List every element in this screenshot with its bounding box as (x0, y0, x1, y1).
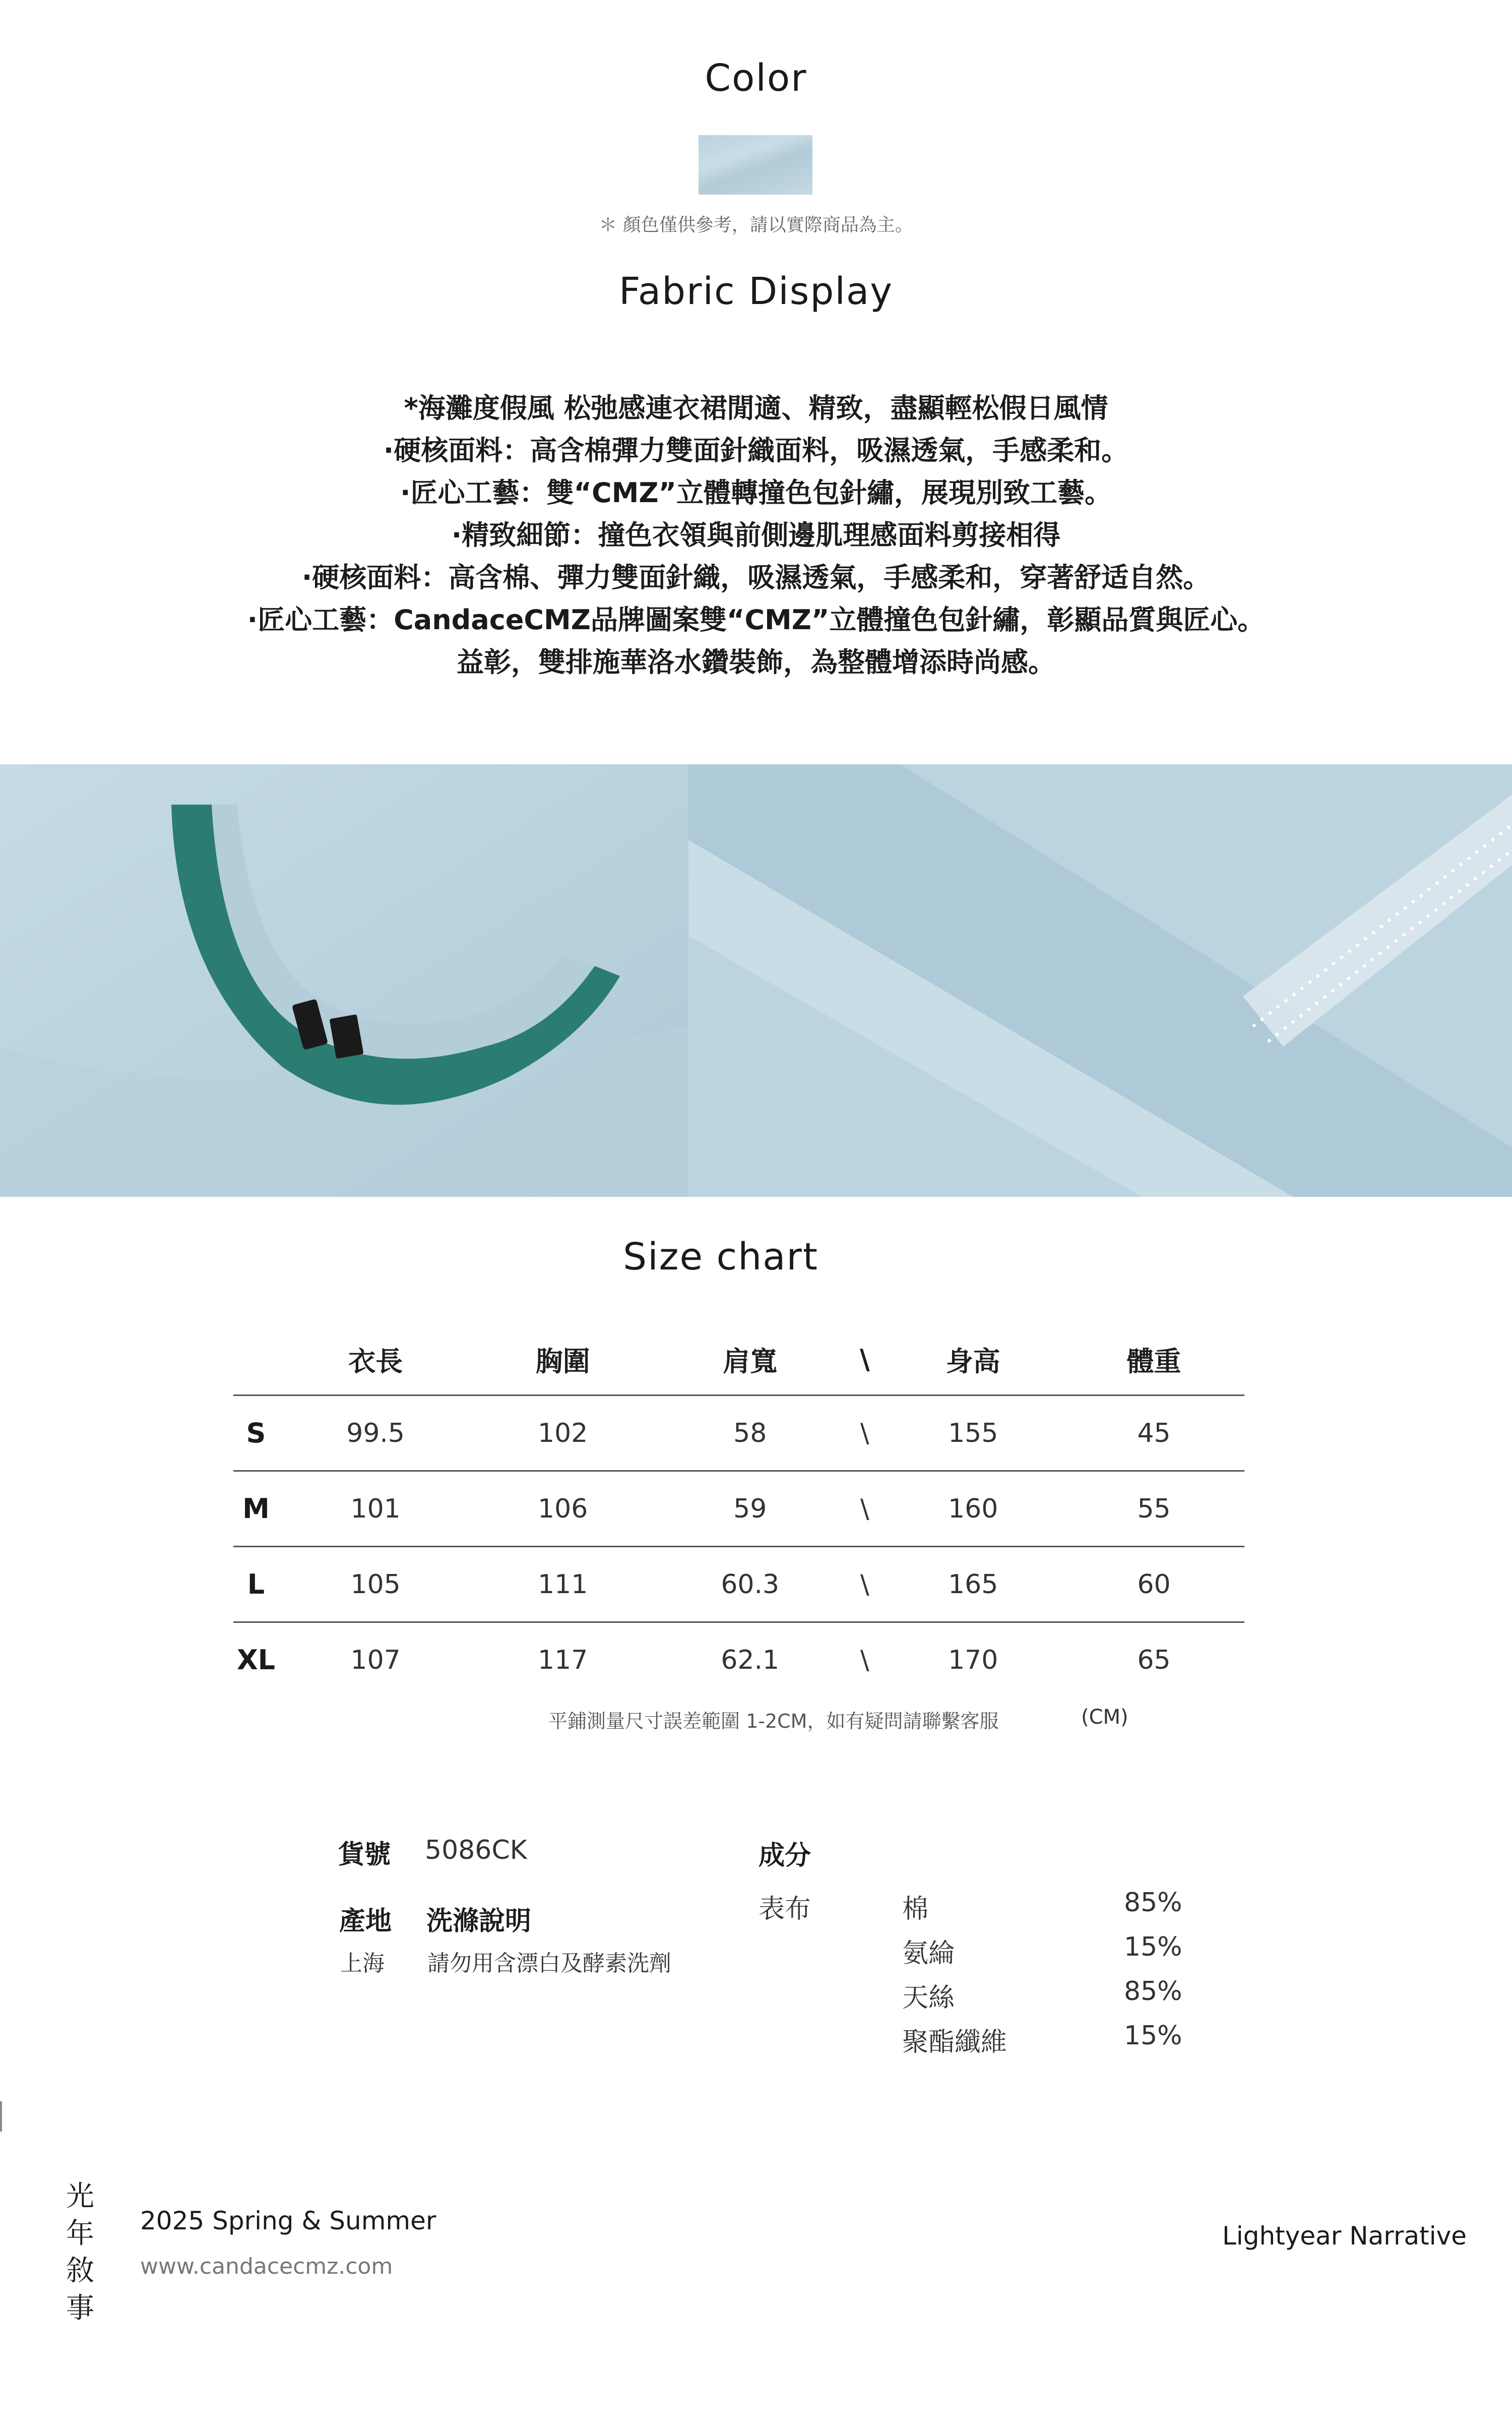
material-name: 聚酯纖維 (902, 2027, 1007, 2057)
color-note: ＊ 顏色僅供參考，請以實際商品為主。 (599, 215, 913, 235)
header-cell: 身高 (946, 1345, 1000, 1377)
size-label: M (233, 1471, 279, 1547)
material-percent: 85% (1124, 1976, 1182, 2007)
logo-char: 年 (66, 2217, 94, 2250)
fabric-line: *海灘度假風 松弛感連衣裙閒適、精致，盡顯輕松假日風情 (404, 392, 1108, 424)
header-cell: \ (859, 1343, 870, 1375)
table-cell: 117 (472, 1622, 653, 1697)
table-cell: 102 (472, 1395, 653, 1471)
collar-detail-photo (0, 764, 688, 1197)
table-cell: 60.3 (653, 1547, 847, 1622)
table-cell: 65 (1063, 1622, 1244, 1697)
website-link[interactable]: www.candacecmz.com (140, 2254, 393, 2279)
size-table (233, 1324, 1244, 1697)
fabric-line: ·硬核面料：高含棉、彈力雙面針織，吸濕透氣，手感柔和，穿著舒适自然。 (301, 562, 1211, 593)
table-cell: 45 (1063, 1395, 1244, 1471)
material-percent: 15% (1124, 1932, 1182, 1962)
composition-label: 成分 (759, 1841, 811, 1871)
header-cell: 體重 (1126, 1345, 1181, 1377)
table-row (233, 1395, 1244, 1471)
header-cell: 胸圍 (535, 1345, 590, 1377)
material-name: 棉 (902, 1894, 929, 1924)
table-row (233, 1471, 1244, 1547)
material-percent: 15% (1124, 2021, 1182, 2051)
size-table-header (233, 1324, 1244, 1395)
table-cell: 165 (883, 1547, 1063, 1622)
size-label: L (233, 1547, 279, 1622)
table-row (233, 1547, 1244, 1622)
origin-label: 產地 (339, 1906, 392, 1936)
table-cell: 60 (1063, 1547, 1244, 1622)
header-cell (233, 1324, 279, 1395)
item-no-value: 5086CK (425, 1835, 527, 1865)
table-row (233, 1622, 1244, 1697)
table-cell: \ (847, 1547, 883, 1622)
fabric-line: ·匠心工藝：CandaceCMZ品牌圖案雙“CMZ”立體撞色包針繡，彰顯品質與匠心。 (247, 604, 1265, 636)
fabric-description (0, 387, 1512, 684)
table-cell: 55 (1063, 1471, 1244, 1547)
brand-tagline: Lightyear Narrative (1222, 2221, 1467, 2251)
season-label: 2025 Spring & Summer (140, 2206, 436, 2235)
item-no-label: 貨號 (338, 1840, 391, 1870)
vertical-logo (62, 2178, 98, 2327)
footer-divider (0, 2101, 2, 2132)
unit-label: (CM) (1081, 1706, 1128, 1729)
logo-char: 敘 (66, 2255, 94, 2287)
fabric-title: Fabric Display (618, 270, 894, 313)
fabric-line: ·硬核面料：高含棉彈力雙面針織面料，吸濕透氣，手感柔和。 (383, 435, 1129, 466)
header-cell: 衣長 (348, 1345, 403, 1377)
table-cell: \ (847, 1622, 883, 1697)
hem-detail-photo (688, 764, 1512, 1197)
fabric-line: ·精致細節：撞色衣領與前側邊肌理感面料剪接相得 (451, 519, 1061, 551)
color-title: Color (705, 56, 807, 100)
table-cell: 170 (883, 1622, 1063, 1697)
size-label: XL (233, 1622, 279, 1697)
table-cell: 111 (472, 1547, 653, 1622)
origin-value: 上海 (340, 1951, 385, 1976)
table-cell: 59 (653, 1471, 847, 1547)
table-cell: 107 (279, 1622, 472, 1697)
table-cell: 62.1 (653, 1622, 847, 1697)
composition-part: 表布 (759, 1894, 811, 1924)
wash-label: 洗滌說明 (426, 1906, 532, 1936)
table-cell: 58 (653, 1395, 847, 1471)
fabric-line: 益彰，雙排施華洛水鑽裝飾，為整體增添時尚感。 (457, 646, 1055, 678)
logo-char: 事 (66, 2292, 94, 2325)
table-cell: \ (847, 1471, 883, 1547)
logo-char: 光 (66, 2180, 94, 2213)
header-cell: 肩寬 (723, 1345, 778, 1377)
table-cell: 106 (472, 1471, 653, 1547)
material-name: 天絲 (902, 1983, 955, 2013)
table-cell: 105 (279, 1547, 472, 1622)
table-cell: 155 (883, 1395, 1063, 1471)
measurement-note: 平鋪測量尺寸誤差範圍 1-2CM，如有疑問請聯繫客服 (548, 1710, 999, 1732)
table-cell: 99.5 (279, 1395, 472, 1471)
fabric-line: ·匠心工藝：雙“CMZ”立體轉撞色包針繡，展現別致工藝。 (400, 477, 1112, 509)
table-cell: 160 (883, 1471, 1063, 1547)
material-name: 氨綸 (902, 1938, 955, 1969)
size-label: S (233, 1395, 279, 1471)
table-cell: 101 (279, 1471, 472, 1547)
size-chart-title: Size chart (623, 1235, 818, 1279)
table-cell: \ (847, 1395, 883, 1471)
material-percent: 85% (1124, 1888, 1182, 1918)
wash-value: 請勿用含漂白及酵素洗劑 (427, 1951, 671, 1976)
color-swatch[interactable] (699, 135, 812, 195)
